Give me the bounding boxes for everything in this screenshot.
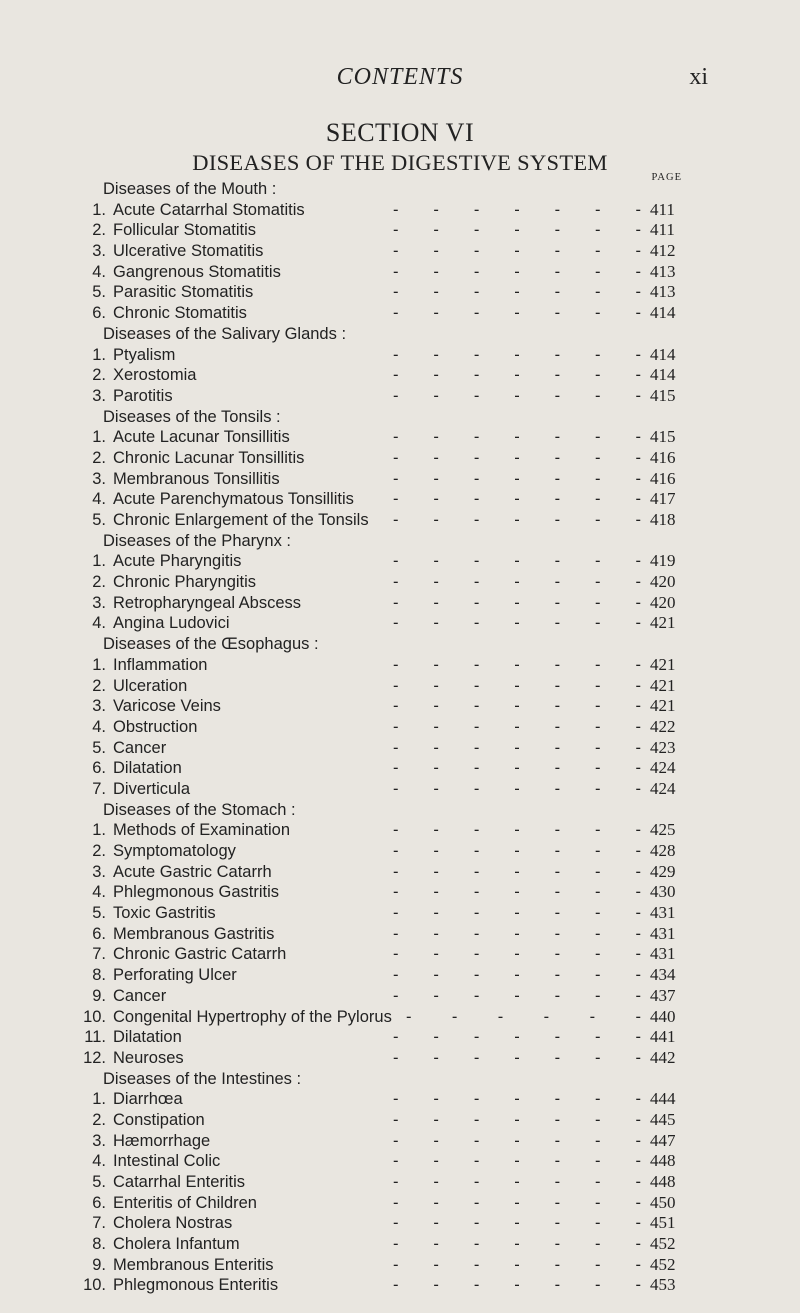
- toc-entry: [0, 924, 800, 945]
- page-number: xi: [689, 64, 708, 90]
- dash-leader: - - - - - - -: [393, 428, 641, 447]
- toc-entry: [0, 220, 800, 241]
- toc-group-heading: Diseases of the Stomach :: [103, 800, 296, 819]
- dash-leader: - - - - - -: [406, 1007, 641, 1026]
- entry-page-number: 420: [650, 592, 676, 612]
- dash-leader: - - - - - - -: [393, 1214, 641, 1233]
- entry-title: Phlegmonous Gastritis: [113, 883, 279, 902]
- toc-entry: [0, 1172, 800, 1193]
- entry-title: Chronic Lacunar Tonsillitis: [113, 448, 305, 467]
- toc-entry: [0, 820, 800, 841]
- toc-entry: [0, 1110, 800, 1131]
- entry-page-number: 447: [650, 1130, 676, 1150]
- entry-number: 9.: [92, 986, 106, 1005]
- entry-number: 2.: [92, 1110, 106, 1129]
- entry-number: 7.: [92, 945, 106, 964]
- toc-entry: [0, 1048, 800, 1069]
- toc-entry: [0, 1234, 800, 1255]
- entry-title: Ulcerative Stomatitis: [113, 242, 264, 261]
- dash-leader: - - - - - - -: [393, 904, 641, 923]
- entry-title: Neuroses: [113, 1048, 184, 1067]
- entry-number: 2.: [92, 221, 106, 240]
- entry-page-number: 414: [650, 344, 676, 364]
- toc-entry: [0, 1027, 800, 1048]
- entry-number: 5.: [92, 904, 106, 923]
- toc-entry: [0, 696, 800, 717]
- entry-page-number: 419: [650, 551, 676, 571]
- dash-leader: - - - - - - -: [393, 1090, 641, 1109]
- entry-number: 4.: [92, 262, 106, 281]
- entry-page-number: 448: [650, 1172, 676, 1191]
- entry-number: 9.: [92, 1255, 106, 1274]
- dash-leader: - - - - - - -: [393, 242, 641, 261]
- dash-leader: - - - - - - -: [393, 1131, 641, 1150]
- entry-title: Dilatation: [113, 1028, 182, 1047]
- toc-entry: [0, 841, 800, 862]
- dash-leader: - - - - - - -: [393, 283, 641, 302]
- entry-title: Dilatation: [113, 759, 182, 778]
- section-subtitle: DISEASES OF THE DIGESTIVE SYSTEM: [192, 150, 608, 175]
- entry-number: 5.: [92, 511, 106, 529]
- entry-number: 1.: [92, 821, 106, 840]
- entry-title: Catarrhal Enteritis: [113, 1173, 246, 1191]
- entry-number: 3.: [92, 1131, 106, 1150]
- toc-entry: [0, 386, 800, 407]
- entry-title: Parotitis: [113, 386, 173, 405]
- entry-page-number: 429: [650, 861, 676, 881]
- entry-number: 6.: [92, 759, 106, 778]
- entry-page-number: 445: [650, 1109, 676, 1129]
- toc-entry: [0, 469, 800, 490]
- toc-group-heading: Diseases of the Intestines :: [103, 1069, 302, 1088]
- dash-leader: - - - - - - -: [393, 345, 641, 364]
- toc-entry: [0, 1275, 800, 1296]
- toc-entry: [0, 510, 800, 531]
- entry-page-number: 431: [650, 923, 676, 943]
- toc-entry: [0, 282, 800, 303]
- entry-number: 4.: [92, 1152, 106, 1171]
- dash-leader: - - - - - - -: [393, 738, 641, 757]
- entry-title: Ulceration: [113, 676, 188, 695]
- toc-entry: [0, 903, 800, 924]
- entry-title: Chronic Enlargement of the Tonsils: [113, 511, 369, 529]
- entry-title: Membranous Enteritis: [113, 1255, 274, 1274]
- entry-title: Constipation: [113, 1110, 205, 1129]
- entry-page-number: 421: [650, 613, 676, 633]
- toc-entry: [0, 262, 800, 283]
- toc-entry: [0, 1213, 800, 1234]
- entry-page-number: 416: [650, 468, 676, 488]
- entry-title: Cancer: [113, 986, 167, 1005]
- toc-entry: [0, 1255, 800, 1276]
- entry-page-number: 423: [650, 737, 676, 757]
- entry-number: 4.: [92, 614, 106, 633]
- dash-leader: - - - - - - -: [393, 262, 641, 281]
- entry-title: Xerostomia: [113, 366, 197, 385]
- toc-group-heading: Diseases of the Salivary Glands :: [103, 324, 347, 343]
- entry-page-number: 451: [650, 1213, 676, 1233]
- dash-leader: - - - - - - -: [393, 717, 641, 736]
- toc-entry: [0, 448, 800, 469]
- entry-title: Cholera Nostras: [113, 1214, 233, 1233]
- table-of-contents: [0, 179, 800, 1296]
- toc-entry: [0, 365, 800, 386]
- entry-title: Acute Gastric Catarrh: [113, 862, 272, 881]
- dash-leader: - - - - - - -: [393, 469, 641, 488]
- dash-leader: - - - - - - -: [393, 221, 641, 240]
- toc-entry: [0, 1007, 800, 1028]
- entry-number: 3.: [92, 469, 106, 488]
- entry-title: Cholera Infantum: [113, 1235, 240, 1254]
- dash-leader: - - - - - - -: [393, 1048, 641, 1067]
- entry-number: 5.: [92, 738, 106, 757]
- entry-title: Membranous Tonsillitis: [113, 469, 280, 488]
- toc-entry: [0, 489, 800, 510]
- toc-entry: [0, 882, 800, 903]
- dash-leader: - - - - - - -: [393, 552, 641, 571]
- toc-entry: [0, 944, 800, 965]
- entry-page-number: 431: [650, 944, 676, 964]
- entry-title: Acute Lacunar Tonsillitis: [113, 428, 290, 447]
- entry-title: Follicular Stomatitis: [113, 221, 257, 240]
- dash-leader: - - - - - - -: [393, 759, 641, 778]
- entry-page-number: 415: [650, 385, 676, 405]
- dash-leader: - - - - - - -: [393, 490, 641, 509]
- entry-title: Perforating Ulcer: [113, 966, 237, 985]
- dash-leader: - - - - - - -: [393, 862, 641, 881]
- entry-number: 5.: [92, 283, 106, 302]
- dash-leader: - - - - - - -: [393, 697, 641, 716]
- entry-number: 1.: [92, 345, 106, 364]
- entry-title: Hæmorrhage: [113, 1131, 211, 1150]
- dash-leader: - - - - - - -: [393, 883, 641, 902]
- running-title: CONTENTS: [336, 64, 464, 90]
- dash-leader: - - - - - - -: [393, 573, 641, 592]
- entry-title: Congenital Hypertrophy of the Pylorus: [113, 1007, 392, 1026]
- dash-leader: - - - - - - -: [393, 1152, 641, 1171]
- dash-leader: - - - - - - -: [393, 1110, 641, 1129]
- entry-page-number: 434: [650, 965, 676, 985]
- entry-title: Gangrenous Stomatitis: [113, 262, 281, 281]
- entry-page-number: 425: [650, 820, 676, 840]
- entry-title: Inflammation: [113, 655, 208, 674]
- toc-entry: [0, 1089, 800, 1110]
- entry-page-number: 453: [650, 1275, 676, 1295]
- entry-number: 12.: [83, 1048, 106, 1067]
- entry-page-number: 416: [650, 447, 676, 467]
- entry-number: 3.: [92, 862, 106, 881]
- entry-title: Angina Ludovici: [113, 614, 230, 633]
- entry-title: Diverticula: [113, 779, 191, 798]
- dash-leader: - - - - - - -: [393, 966, 641, 985]
- entry-number: 2.: [92, 448, 106, 467]
- entry-page-number: 444: [650, 1089, 676, 1109]
- dash-leader: - - - - - - -: [393, 1173, 641, 1191]
- entry-page-number: 420: [650, 572, 676, 592]
- toc-entry: [0, 200, 800, 221]
- entry-number: 5.: [92, 1173, 106, 1191]
- entry-page-number: 422: [650, 716, 676, 736]
- toc-entry: [0, 758, 800, 779]
- toc-entry: [0, 241, 800, 262]
- dash-leader: - - - - - - -: [393, 386, 641, 405]
- entry-title: Retropharyngeal Abscess: [113, 593, 302, 612]
- entry-title: Ptyalism: [113, 345, 176, 364]
- entry-number: 1.: [92, 1090, 106, 1109]
- entry-number: 1.: [92, 428, 106, 447]
- entry-page-number: 437: [650, 985, 676, 1005]
- dash-leader: - - - - - - -: [393, 1255, 641, 1274]
- entry-page-number: 421: [650, 696, 676, 716]
- entry-title: Membranous Gastritis: [113, 924, 275, 943]
- entry-page-number: 417: [650, 489, 676, 509]
- entry-page-number: 421: [650, 654, 676, 674]
- entry-page-number: 411: [650, 220, 675, 240]
- entry-number: 8.: [92, 966, 106, 985]
- entry-title: Methods of Examination: [113, 821, 291, 840]
- entry-title: Symptomatology: [113, 842, 236, 860]
- toc-entry: [0, 676, 800, 697]
- entry-number: 1.: [92, 552, 106, 571]
- toc-entry: [0, 738, 800, 759]
- toc-entry: [0, 1151, 800, 1172]
- entry-page-number: 428: [650, 841, 676, 860]
- page-column-label: PAGE: [651, 172, 682, 183]
- entry-title: Acute Catarrhal Stomatitis: [113, 200, 305, 219]
- dash-leader: - - - - - - -: [393, 986, 641, 1005]
- toc-group-heading: Diseases of the Œsophagus :: [103, 635, 319, 654]
- dash-leader: - - - - - - -: [393, 676, 641, 695]
- section-title: SECTION VI: [325, 118, 475, 147]
- toc-entry: [0, 613, 800, 634]
- entry-title: Acute Pharyngitis: [113, 552, 242, 571]
- entry-title: Chronic Gastric Catarrh: [113, 945, 287, 964]
- dash-leader: - - - - - - -: [393, 1193, 641, 1212]
- toc-entry: [0, 551, 800, 572]
- entry-page-number: 413: [650, 261, 676, 281]
- entry-page-number: 418: [650, 510, 676, 529]
- entry-title: Intestinal Colic: [113, 1152, 221, 1171]
- dash-leader: - - - - - - -: [393, 366, 641, 385]
- entry-page-number: 414: [650, 365, 676, 385]
- dash-leader: - - - - - - -: [393, 593, 641, 612]
- entry-title: Parasitic Stomatitis: [113, 283, 254, 302]
- entry-number: 3.: [92, 593, 106, 612]
- dash-leader: - - - - - - -: [393, 200, 641, 219]
- entry-number: 10.: [83, 1276, 106, 1295]
- entry-page-number: 411: [650, 199, 675, 219]
- entry-number: 3.: [92, 242, 106, 261]
- entry-title: Obstruction: [113, 717, 198, 736]
- entry-title: Chronic Pharyngitis: [113, 573, 257, 592]
- toc-entry: [0, 965, 800, 986]
- toc-entry: [0, 1193, 800, 1214]
- entry-number: 4.: [92, 490, 106, 509]
- entry-page-number: 421: [650, 675, 676, 695]
- entry-title: Chronic Stomatitis: [113, 304, 247, 323]
- entry-number: 6.: [92, 304, 106, 323]
- entry-page-number: 414: [650, 303, 676, 323]
- entry-title: Phlegmonous Enteritis: [113, 1276, 279, 1295]
- toc-entry: [0, 1131, 800, 1152]
- toc-entry: [0, 717, 800, 738]
- entry-page-number: 452: [650, 1254, 676, 1274]
- dash-leader: - - - - - - -: [393, 655, 641, 674]
- entry-page-number: 442: [650, 1047, 676, 1067]
- entry-number: 4.: [92, 883, 106, 902]
- toc-entry: [0, 655, 800, 676]
- entry-number: 6.: [92, 1193, 106, 1212]
- toc-entry: [0, 986, 800, 1007]
- dash-leader: - - - - - - -: [393, 1028, 641, 1047]
- entry-title: Cancer: [113, 738, 167, 757]
- toc-entry: [0, 862, 800, 883]
- running-head: [0, 64, 800, 92]
- entry-number: 3.: [92, 386, 106, 405]
- entry-number: 11.: [84, 1028, 106, 1047]
- dash-leader: - - - - - - -: [393, 779, 641, 798]
- entry-title: Toxic Gastritis: [113, 904, 216, 923]
- entry-page-number: 424: [650, 778, 676, 798]
- entry-title: Varicose Veins: [113, 697, 221, 716]
- toc-group-heading: Diseases of the Pharynx :: [103, 531, 292, 550]
- toc-entry: [0, 572, 800, 593]
- dash-leader: - - - - - - -: [393, 511, 641, 529]
- dash-leader: - - - - - - -: [393, 448, 641, 467]
- entry-page-number: 430: [650, 882, 676, 902]
- entry-title: Enteritis of Children: [113, 1193, 257, 1212]
- entry-number: 7.: [92, 779, 106, 798]
- toc-group-heading: Diseases of the Mouth :: [103, 180, 277, 198]
- entry-page-number: 450: [650, 1192, 676, 1212]
- toc-entry: [0, 345, 800, 366]
- entry-number: 2.: [92, 842, 106, 860]
- toc-entry: [0, 593, 800, 614]
- entry-page-number: 424: [650, 758, 676, 778]
- dash-leader: - - - - - - -: [393, 842, 641, 860]
- entry-number: 7.: [92, 1214, 106, 1233]
- entry-number: 6.: [92, 924, 106, 943]
- dash-leader: - - - - - - -: [393, 614, 641, 633]
- dash-leader: - - - - - - -: [393, 1235, 641, 1254]
- dash-leader: - - - - - - -: [393, 924, 641, 943]
- entry-page-number: 452: [650, 1234, 676, 1254]
- dash-leader: - - - - - - -: [393, 945, 641, 964]
- entry-title: Acute Parenchymatous Tonsillitis: [113, 490, 354, 509]
- entry-number: 8.: [92, 1235, 106, 1254]
- toc-entry: [0, 427, 800, 448]
- entry-number: 1.: [92, 655, 106, 674]
- entry-number: 1.: [92, 200, 106, 219]
- dash-leader: - - - - - - -: [393, 821, 641, 840]
- entry-title: Diarrhœa: [113, 1090, 183, 1109]
- entry-page-number: 440: [650, 1006, 676, 1026]
- entry-page-number: 448: [650, 1151, 676, 1171]
- dash-leader: - - - - - - -: [393, 304, 641, 323]
- toc-entry: [0, 779, 800, 800]
- entry-page-number: 415: [650, 427, 676, 447]
- entry-number: 2.: [92, 366, 106, 385]
- entry-page-number: 413: [650, 282, 676, 302]
- toc-group-heading: Diseases of the Tonsils :: [103, 407, 281, 426]
- entry-number: 10.: [83, 1007, 106, 1026]
- entry-page-number: 412: [650, 241, 676, 261]
- entry-page-number: 441: [650, 1027, 676, 1047]
- entry-number: 4.: [92, 717, 106, 736]
- entry-number: 2.: [92, 676, 106, 695]
- toc-entry: [0, 303, 800, 324]
- entry-number: 3.: [92, 697, 106, 716]
- dash-leader: - - - - - - -: [393, 1276, 641, 1295]
- entry-page-number: 431: [650, 903, 676, 923]
- entry-number: 2.: [92, 573, 106, 592]
